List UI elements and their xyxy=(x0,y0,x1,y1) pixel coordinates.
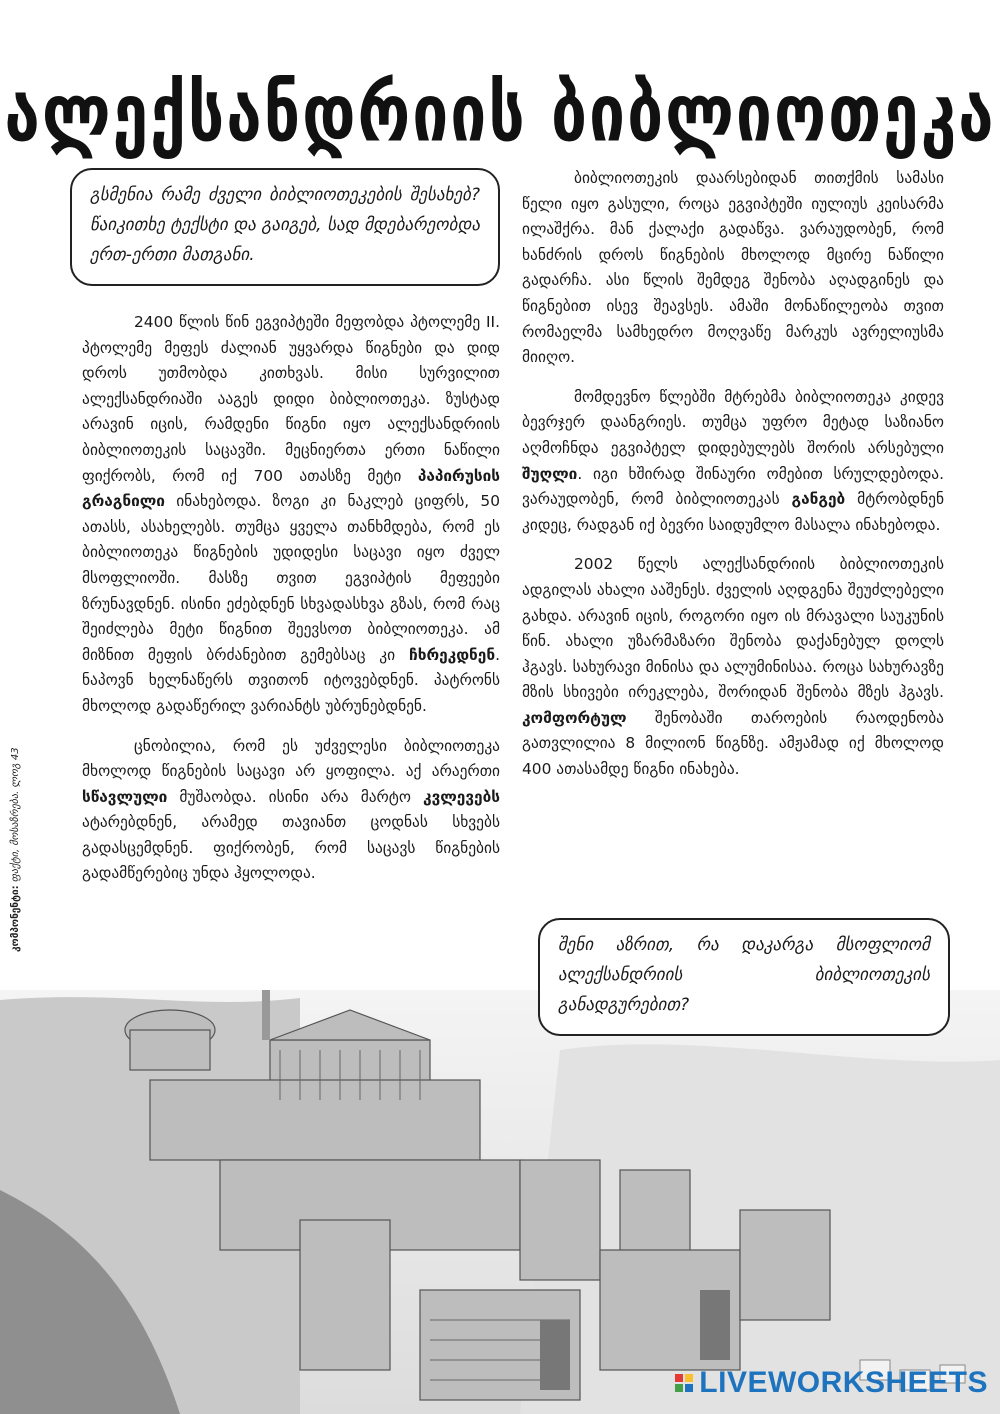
paragraph: ცნობილია, რომ ეს უძველესი ბიბლიოთეკა მხოლოდ წიგნების საცავი არ ყოფილა. აქ არაერთი სწავლული მუშაობდა. ისინი არა მარტო კვლევებს ატარებდნენ, არამედ თავიანთ ცოდნას სხვებს გადასცემდნენ. ფიქრობენ, რომ საცავს წიგნების გადამწერებიც უნდა ჰყოლოდა. xyxy=(82,736,500,883)
paragraph: 2002 წელს ალექსანდრიის ბიბლიოთეკის ადგილას ახალი ააშენეს. ძველის აღდგენა შეუძლებელი გახდა. არავინ იცის, როგორი იყო ის მრავალი საუკუნის წინ. ახალი უზარმაზარი შენობა დაქანებულ დოლს ჰგავს. სახურავი მინისა და ალუმინისაა. როცა სახურავზე მზის სხივები ირეკლება, შორიდან შენობა მზეს ჰგავს. კომფორტულ შენობაში თაროების რაოდენობა გათვლილია 8 მილიონ წიგნზე. ამჟამად იქ მხოლოდ 400 ათასამდე წიგნი ინახება. xyxy=(522,555,944,779)
side-caption: კომპონენტი: ფაქტი, მოსაზრება. ლოგ 43 xyxy=(10,747,21,952)
prompt-cloud-bottom: შენი აზრით, რა დაკარგა მსოფლიომ ალექსანდრიის ბიბლიოთეკის განადგურებით? xyxy=(538,918,950,1036)
right-column xyxy=(522,166,944,797)
paragraph: 2400 წლის წინ ეგვიპტეში მეფობდა პტოლემე II. პტოლემე მეფეს ძალიან უყვარდა წიგნები და დიდ დროს უთმობდა კითხვას. მისი სურვილით ალექსანდრიაში ააგეს დიდი ბიბლიოთეკა. ზუსტად არავინ იცის, რამდენი წიგნი იყო ალექსანდრიის ბიბლიოთეკის საცავში. მეცნიერთა ერთი ნაწილი ფიქრობს, რომ იქ 700 ათასზე მეტი პაპირუსის გრაგნილი ინახებოდა. ზოგი კი ნაკლებ ციფრს, 50 ათასს, ასახელებს. თუმცა ყველა თანხმდება, რომ ეს ბიბლიოთეკა წიგნების უდიდესი საცავი იყო ძველ მსოფლიოში. მასზე თვით ეგვიპტის მეფეები ზრუნავდნენ. ისინი ეძებდნენ სხვადასხვა გზას, რომ რაც შეიძლება მეტი წიგნით შეევსოთ ბიბლიოთეკა. ამ მიზნით მეფის ბრძანებით გემებსაც კი ჩხრეკდნენ. ნაპოვნ ხელნაწერს თვითონ იტოვებდნენ. პატრონს მხოლოდ გადაწერილ ვარიანტს უბრუნებდნენ. xyxy=(82,313,500,715)
library-illustration xyxy=(0,990,1000,1414)
left-column xyxy=(82,310,500,901)
brand-logo xyxy=(675,1366,988,1400)
brand-text: LIVEWORKSHEETS xyxy=(699,1366,988,1399)
paragraph: მომდევნო წლებში მტრებმა ბიბლიოთეკა კიდევ ბევრჯერ დაანგრიეს. თუმცა უფრო მეტად საზიანო აღმოჩნდა ეგვიპტელ დიდებულებს შორის არსებული შუღლი. იგი ხშირად შინაური ომებით სრულდებოდა. ვარაუდობენ, რომ ბიბლიოთეკას განგებ მტრობდნენ კიდეც, რადგან იქ ბევრი საიდუმლო მასალა ინახებოდა. xyxy=(522,387,944,534)
page-title: ალექსანდრიის ბიბლიოთეკა xyxy=(4,68,996,161)
prompt-cloud-top: გსმენია რამე ძველი ბიბლიოთეკების შესახებ? წაიკითხე ტექსტი და გაიგებ, სად მდებარეობდა ერთ-ერთი მათგანი. xyxy=(70,168,500,286)
brand-icon xyxy=(675,1374,693,1392)
paragraph: ბიბლიოთეკის დაარსებიდან თითქმის სამასი წელი იყო გასული, როცა ეგვიპტეში იულიუს კეისარმა ილაშქრა. მან ქალაქი გადაწვა. ვარაუდობენ, რომ ხანძრის დროს წიგნების მხოლოდ მცირე ნაწილი გადარჩა. ასი წლის შემდეგ შენობა აღადგინეს და წიგნებით ისევ შეავსეს. ამაში მონაწილეობა თვით რომაელმა სამხედრო მოღვაწე მარკუს ავრელიუსმა მიიღო. xyxy=(522,169,944,367)
